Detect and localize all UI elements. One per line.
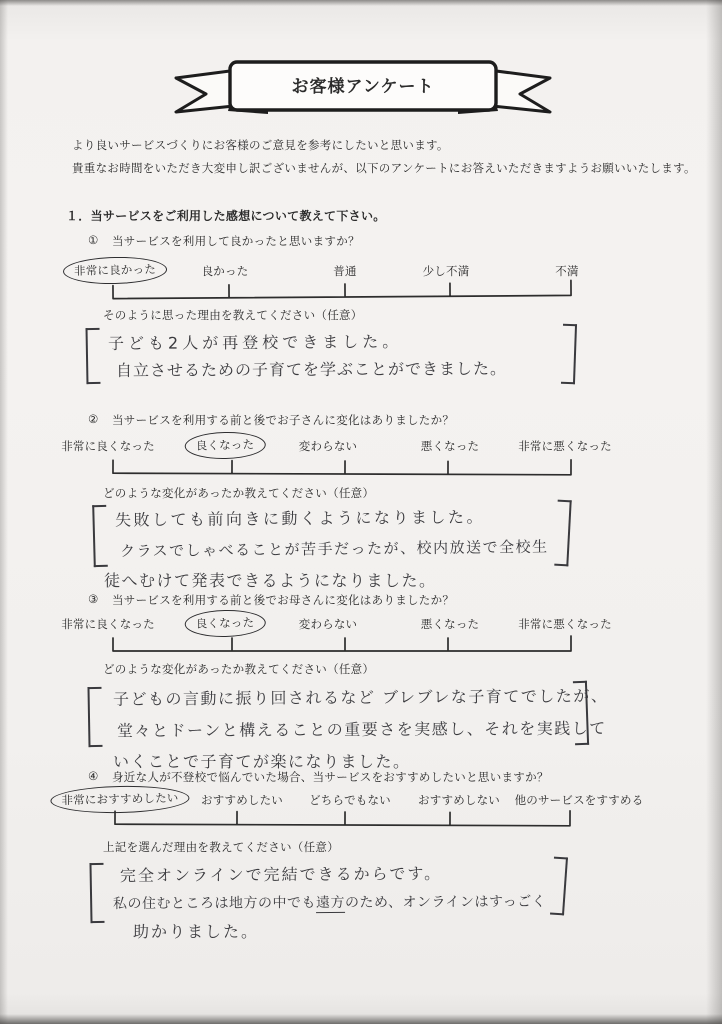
handwritten-answer-line: 徒へむけて発表できるようになりました。 [104,571,437,590]
option-label: 悪くなった [420,441,480,453]
option-label: おすすめしない [417,795,501,807]
option-label: おすすめしたい [200,795,284,807]
answer-bracket-left [89,863,104,923]
handwritten-answer-line: クラスでしゃべることが苦手だったが、校内放送で全校生 [119,537,549,561]
handwritten-answer-line: 子どもの言動に振り回されるなど ブレブレな子育てでしたが、 [112,686,609,709]
handwritten-answer-line: 完全オンラインで完結できるからです。 [119,863,443,886]
answer-bracket-right [561,324,577,384]
answer-bracket-left [87,687,102,747]
prompt-label: どのような変化があったか教えてください（任意） [103,664,375,676]
option-label: 悪くなった [420,619,480,631]
option-label: 非常に悪くなった [518,619,612,631]
prompt-label: どのような変化があったか教えてください（任意） [103,488,375,500]
option-label: 他のサービスをすすめる [514,795,644,807]
intro-line-2: 貴重なお時間をいただき大変申し訳ございませんが、以下のアンケートにお答えいただきますようお願いいたします。 [72,163,696,175]
prompt-label: 上記を選んだ理由を教えてください（任意） [103,842,339,854]
question-number: ① [88,235,99,247]
option-label: どちらでもない [309,795,391,807]
handwritten-answer-line: 助かりました。 [133,922,260,941]
handwritten-answer-line: いくことで子育てが楽になりました。 [113,752,411,771]
question-text: 身近な人が不登校で悩んでいた場合、当サービスをおすすめしたいと思いますか？ [112,772,549,784]
scan-edge-top [0,0,722,6]
option-label: 変わらない [298,441,358,453]
option-label: 変わらない [298,619,358,631]
option-label: 非常に良くなった [61,441,155,453]
option-label-selected: 非常におすすめしたい [50,785,190,815]
option-label: 良かった [201,266,249,278]
survey-title: お客様アンケート [291,77,435,96]
question-number: ③ [88,594,99,606]
question-text: 当サービスを利用する前と後でお母さんに変化はありましたか？ [112,595,455,607]
handwritten-answer-line: 私の住むところは地方の中でも遠方のため、オンラインはすっごく [112,893,547,913]
option-label: 非常に良くなった [61,619,155,631]
handwritten-answer-line: 失敗しても前向きに動くようになりました。 [114,507,486,530]
scan-edge-right [706,0,722,1024]
answer-bracket-left [86,328,101,384]
question-text: 当サービスを利用して良かったと思いますか？ [112,236,360,248]
rating-scale [110,805,576,831]
handwritten-answer-line: 自立させるための子育てを学ぶことができました。 [115,358,508,381]
option-label-selected: 良くなった [184,609,265,638]
question-number: ④ [88,771,99,783]
prompt-label: そのように思った理由を教えてください（任意） [103,310,363,322]
underlined-word: 遠方 [315,894,346,912]
answer-bracket-right [550,857,568,916]
intro-line-1: より良いサービスづくりにお客様のご意見を参考にしたいと思います。 [72,140,449,152]
handwritten-answer-line: 堂々とドーンと構えることの重要さを実感し、それを実践して [116,718,607,741]
option-label: 不満 [555,266,579,278]
answer-bracket-right [554,500,571,567]
handwritten-answer-line: 子ども2人が再登校できました。 [107,331,403,354]
scan-edge-bottom [0,1014,722,1024]
rating-scale [110,632,576,656]
option-label: 少し不満 [422,266,470,278]
option-label: 普通 [333,266,357,278]
option-label: 非常に悪くなった [518,441,612,453]
rating-scale [110,454,576,480]
scan-edge-left [0,0,8,1024]
answer-bracket-left [92,505,108,567]
rating-scale [110,276,576,303]
question-number: ② [88,414,99,426]
section-heading: １．当サービスをご利用した感想について教えて下さい。 [66,209,386,223]
option-label-selected: 良くなった [184,431,265,460]
option-label-selected: 非常に良かった [63,256,167,285]
question-text: 当サービスを利用する前と後でお子さんに変化はありましたか？ [112,415,455,427]
